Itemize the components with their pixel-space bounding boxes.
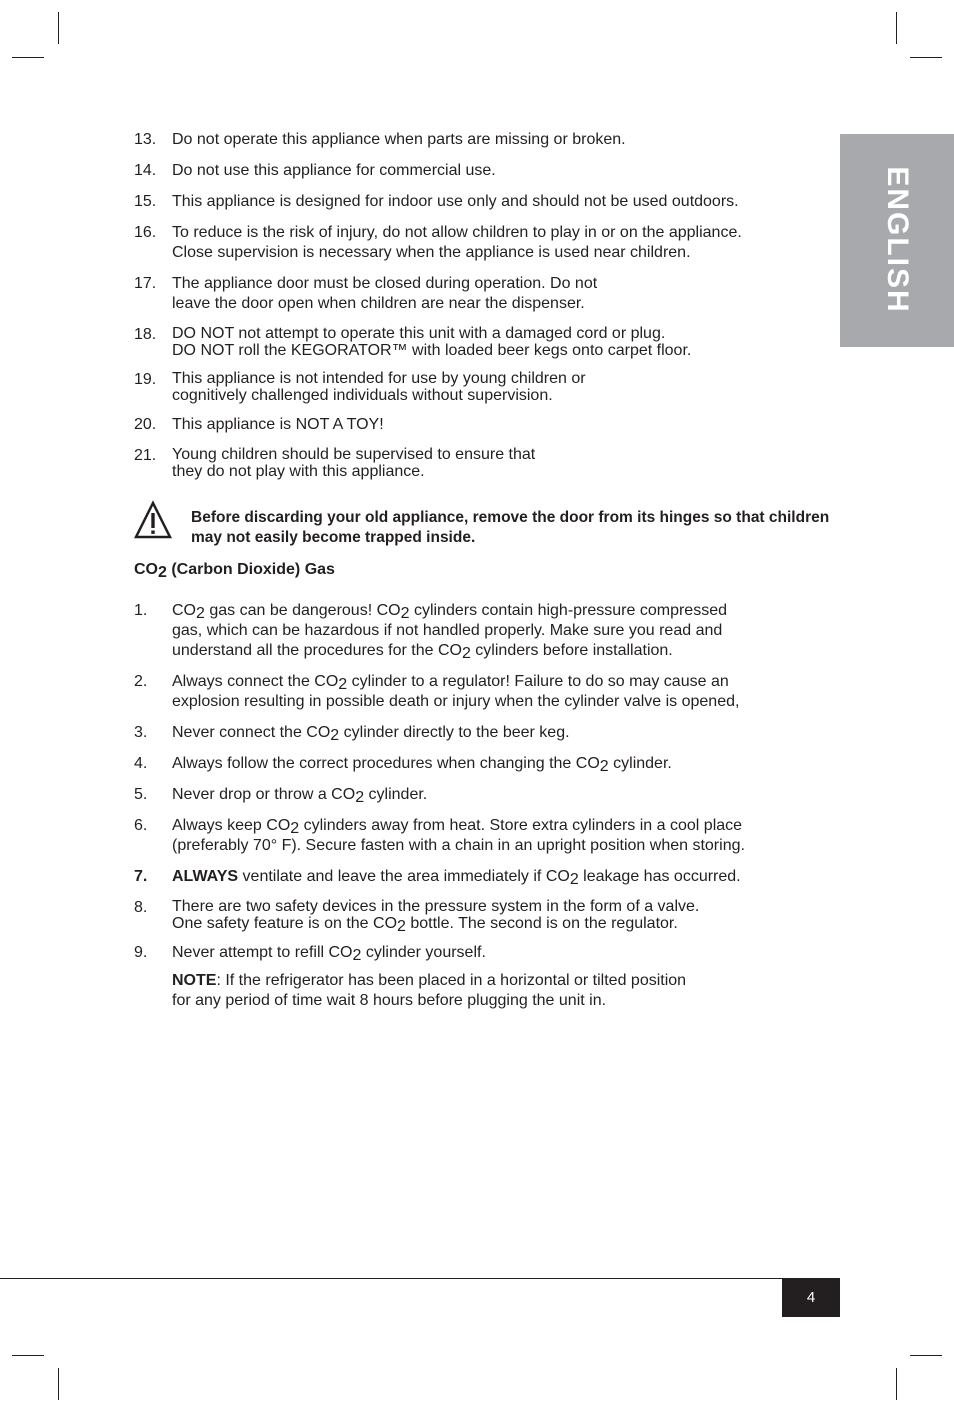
text-run: cylinders away from heat. Store extra cylinders in a cool place bbox=[299, 817, 743, 834]
item-number: 3. bbox=[134, 724, 148, 741]
item-number: 14. bbox=[134, 162, 157, 179]
subscript: 2 bbox=[290, 820, 300, 837]
language-tab bbox=[840, 134, 954, 347]
item-text-continued bbox=[172, 915, 824, 935]
subscript: 2 bbox=[461, 645, 471, 662]
item-emphasis: ALWAYS bbox=[172, 868, 239, 885]
warning-callout bbox=[134, 500, 834, 550]
subscript: 2 bbox=[599, 758, 609, 775]
item-text: DO NOT not attempt to operate this unit with a damaged cord or plug. bbox=[172, 325, 666, 342]
text-run: cylinders contain high-pressure compressed bbox=[409, 602, 727, 619]
item-number: 16. bbox=[134, 224, 157, 241]
text-run: leakage has occurred. bbox=[578, 868, 741, 885]
list-item bbox=[134, 161, 824, 181]
list-item bbox=[134, 415, 824, 435]
list-item bbox=[134, 754, 824, 774]
subscript: 2 bbox=[355, 789, 365, 806]
item-text: To reduce is the risk of injury, do not allow children to play in or on the appliance. bbox=[172, 224, 742, 241]
warning-text: Before discarding your old appliance, remove the door from its hinges so that children may not easily become trapped inside. bbox=[191, 509, 830, 546]
crop-mark bbox=[910, 57, 942, 58]
subscript: 2 bbox=[569, 871, 579, 888]
item-number: 8. bbox=[134, 899, 148, 916]
list-item bbox=[134, 601, 824, 661]
item-text-continued: leave the door open when children are near the dispenser. bbox=[172, 295, 585, 312]
item-number: 6. bbox=[134, 817, 148, 834]
crop-mark bbox=[896, 12, 897, 44]
subscript: 2 bbox=[397, 918, 406, 935]
list-item bbox=[134, 223, 824, 263]
text-run: Never drop or throw a CO bbox=[172, 786, 356, 803]
text-run: CO bbox=[172, 602, 196, 619]
crop-mark bbox=[910, 1355, 942, 1356]
subscript: 2 bbox=[400, 605, 410, 622]
text-run: explosion resulting in possible death or injury when the cylinder valve is opened, bbox=[172, 693, 740, 710]
text-run: cylinder. bbox=[608, 755, 672, 772]
note-text-continued: for any period of time wait 8 hours before plugging the unit in. bbox=[172, 992, 607, 1009]
text-run: cylinder yourself. bbox=[361, 944, 486, 961]
item-text-continued bbox=[172, 621, 824, 641]
item-text: The appliance door must be closed during operation. Do not bbox=[172, 275, 598, 292]
item-text-continued: Close supervision is necessary when the appliance is used near children. bbox=[172, 244, 691, 261]
item-text: Do not use this appliance for commercial use. bbox=[172, 162, 496, 179]
footer-rule bbox=[0, 1278, 840, 1279]
item-number: 20. bbox=[134, 416, 157, 433]
item-text-continued: they do not play with this appliance. bbox=[172, 463, 425, 480]
item-text bbox=[172, 898, 824, 915]
text-run: cylinder directly to the beer keg. bbox=[339, 724, 570, 741]
note-text: : If the refrigerator has been placed in a horizontal or tilted position bbox=[216, 972, 687, 989]
subscript: 2 bbox=[330, 727, 340, 744]
co2-safety-list bbox=[134, 601, 824, 974]
list-item bbox=[134, 816, 824, 856]
item-number: 15. bbox=[134, 193, 157, 210]
item-text-continued bbox=[172, 836, 824, 856]
item-text: Do not operate this appliance when parts are missing or broken. bbox=[172, 131, 626, 148]
text-run: cylinder. bbox=[364, 786, 428, 803]
list-item bbox=[134, 370, 824, 404]
item-text bbox=[172, 723, 824, 743]
crop-mark bbox=[896, 1368, 897, 1400]
item-number: 5. bbox=[134, 786, 148, 803]
list-item bbox=[134, 672, 824, 712]
item-text: This appliance is NOT A TOY! bbox=[172, 416, 384, 433]
item-text-continued bbox=[172, 641, 824, 661]
text-run: gas can be dangerous! CO bbox=[204, 602, 401, 619]
item-text bbox=[172, 867, 824, 887]
list-item bbox=[134, 867, 824, 887]
crop-mark bbox=[58, 1368, 59, 1400]
item-text bbox=[172, 943, 824, 963]
item-number: 13. bbox=[134, 131, 157, 148]
item-text bbox=[172, 785, 824, 805]
text-run: gas, which can be hazardous if not handled properly. Make sure you read and bbox=[172, 622, 723, 639]
text-run: understand all the procedures for the CO bbox=[172, 642, 462, 659]
item-text-continued: cognitively challenged individuals without supervision. bbox=[172, 387, 553, 404]
item-text: This appliance is not intended for use by young children or bbox=[172, 370, 586, 387]
item-number: 1. bbox=[134, 602, 148, 619]
page-number: 4 bbox=[782, 1278, 840, 1317]
crop-mark bbox=[12, 1355, 44, 1356]
text-run: cylinders before installation. bbox=[470, 642, 673, 659]
text-run: There are two safety devices in the pressure system in the form of a valve. bbox=[172, 898, 700, 915]
item-number: 7. bbox=[134, 868, 148, 885]
list-item bbox=[134, 274, 824, 314]
list-item bbox=[134, 325, 824, 359]
list-item bbox=[134, 785, 824, 805]
text-run: cylinder to a regulator! Failure to do so may cause an bbox=[347, 673, 729, 690]
item-text bbox=[172, 754, 824, 774]
list-item bbox=[134, 898, 824, 935]
item-text bbox=[172, 672, 824, 692]
list-item bbox=[134, 723, 824, 743]
crop-mark bbox=[58, 12, 59, 44]
text-run: Always connect the CO bbox=[172, 673, 339, 690]
list-item bbox=[134, 192, 824, 212]
list-item bbox=[134, 130, 824, 150]
warning-triangle-icon bbox=[134, 500, 172, 540]
text-run: Always keep CO bbox=[172, 817, 291, 834]
section-heading: $CO_2$ (Carbon Dioxide) Gas bbox=[134, 561, 335, 581]
safety-list bbox=[134, 130, 824, 491]
item-number: 21. bbox=[134, 447, 157, 464]
subscript: 2 bbox=[352, 947, 362, 964]
text-run: Never attempt to refill CO bbox=[172, 944, 353, 961]
crop-mark bbox=[12, 57, 44, 58]
item-text bbox=[172, 816, 824, 836]
note bbox=[172, 971, 812, 1011]
text-run: ventilate and leave the area immediately if CO bbox=[238, 868, 570, 885]
item-text-continued: DO NOT roll the KEGORATOR™ with loaded beer kegs onto carpet floor. bbox=[172, 342, 692, 359]
item-text: Young children should be supervised to ensure that bbox=[172, 446, 536, 463]
item-number: 4. bbox=[134, 755, 148, 772]
item-number: 2. bbox=[134, 673, 148, 690]
text-run: Never connect the CO bbox=[172, 724, 331, 741]
list-item bbox=[134, 446, 824, 480]
note-label: NOTE bbox=[172, 972, 217, 989]
subscript: 2 bbox=[196, 605, 205, 622]
item-text-continued bbox=[172, 692, 824, 712]
item-number: 18. bbox=[134, 326, 157, 343]
list-item bbox=[134, 943, 824, 963]
text-run: Always follow the correct procedures when changing the CO bbox=[172, 755, 600, 772]
item-number: 9. bbox=[134, 944, 148, 961]
item-number: 17. bbox=[134, 275, 157, 292]
item-text bbox=[172, 601, 824, 621]
item-text: This appliance is designed for indoor use only and should not be used outdoors. bbox=[172, 193, 739, 210]
text-run: (preferably 70° F). Secure fasten with a chain in an upright position when storing. bbox=[172, 837, 745, 854]
text-run: One safety feature is on the CO bbox=[172, 915, 398, 932]
item-number: 19. bbox=[134, 371, 157, 388]
subscript: 2 bbox=[338, 676, 348, 693]
language-tab-label: ENGLISH bbox=[881, 166, 914, 314]
text-run: bottle. The second is on the regulator. bbox=[405, 915, 678, 932]
